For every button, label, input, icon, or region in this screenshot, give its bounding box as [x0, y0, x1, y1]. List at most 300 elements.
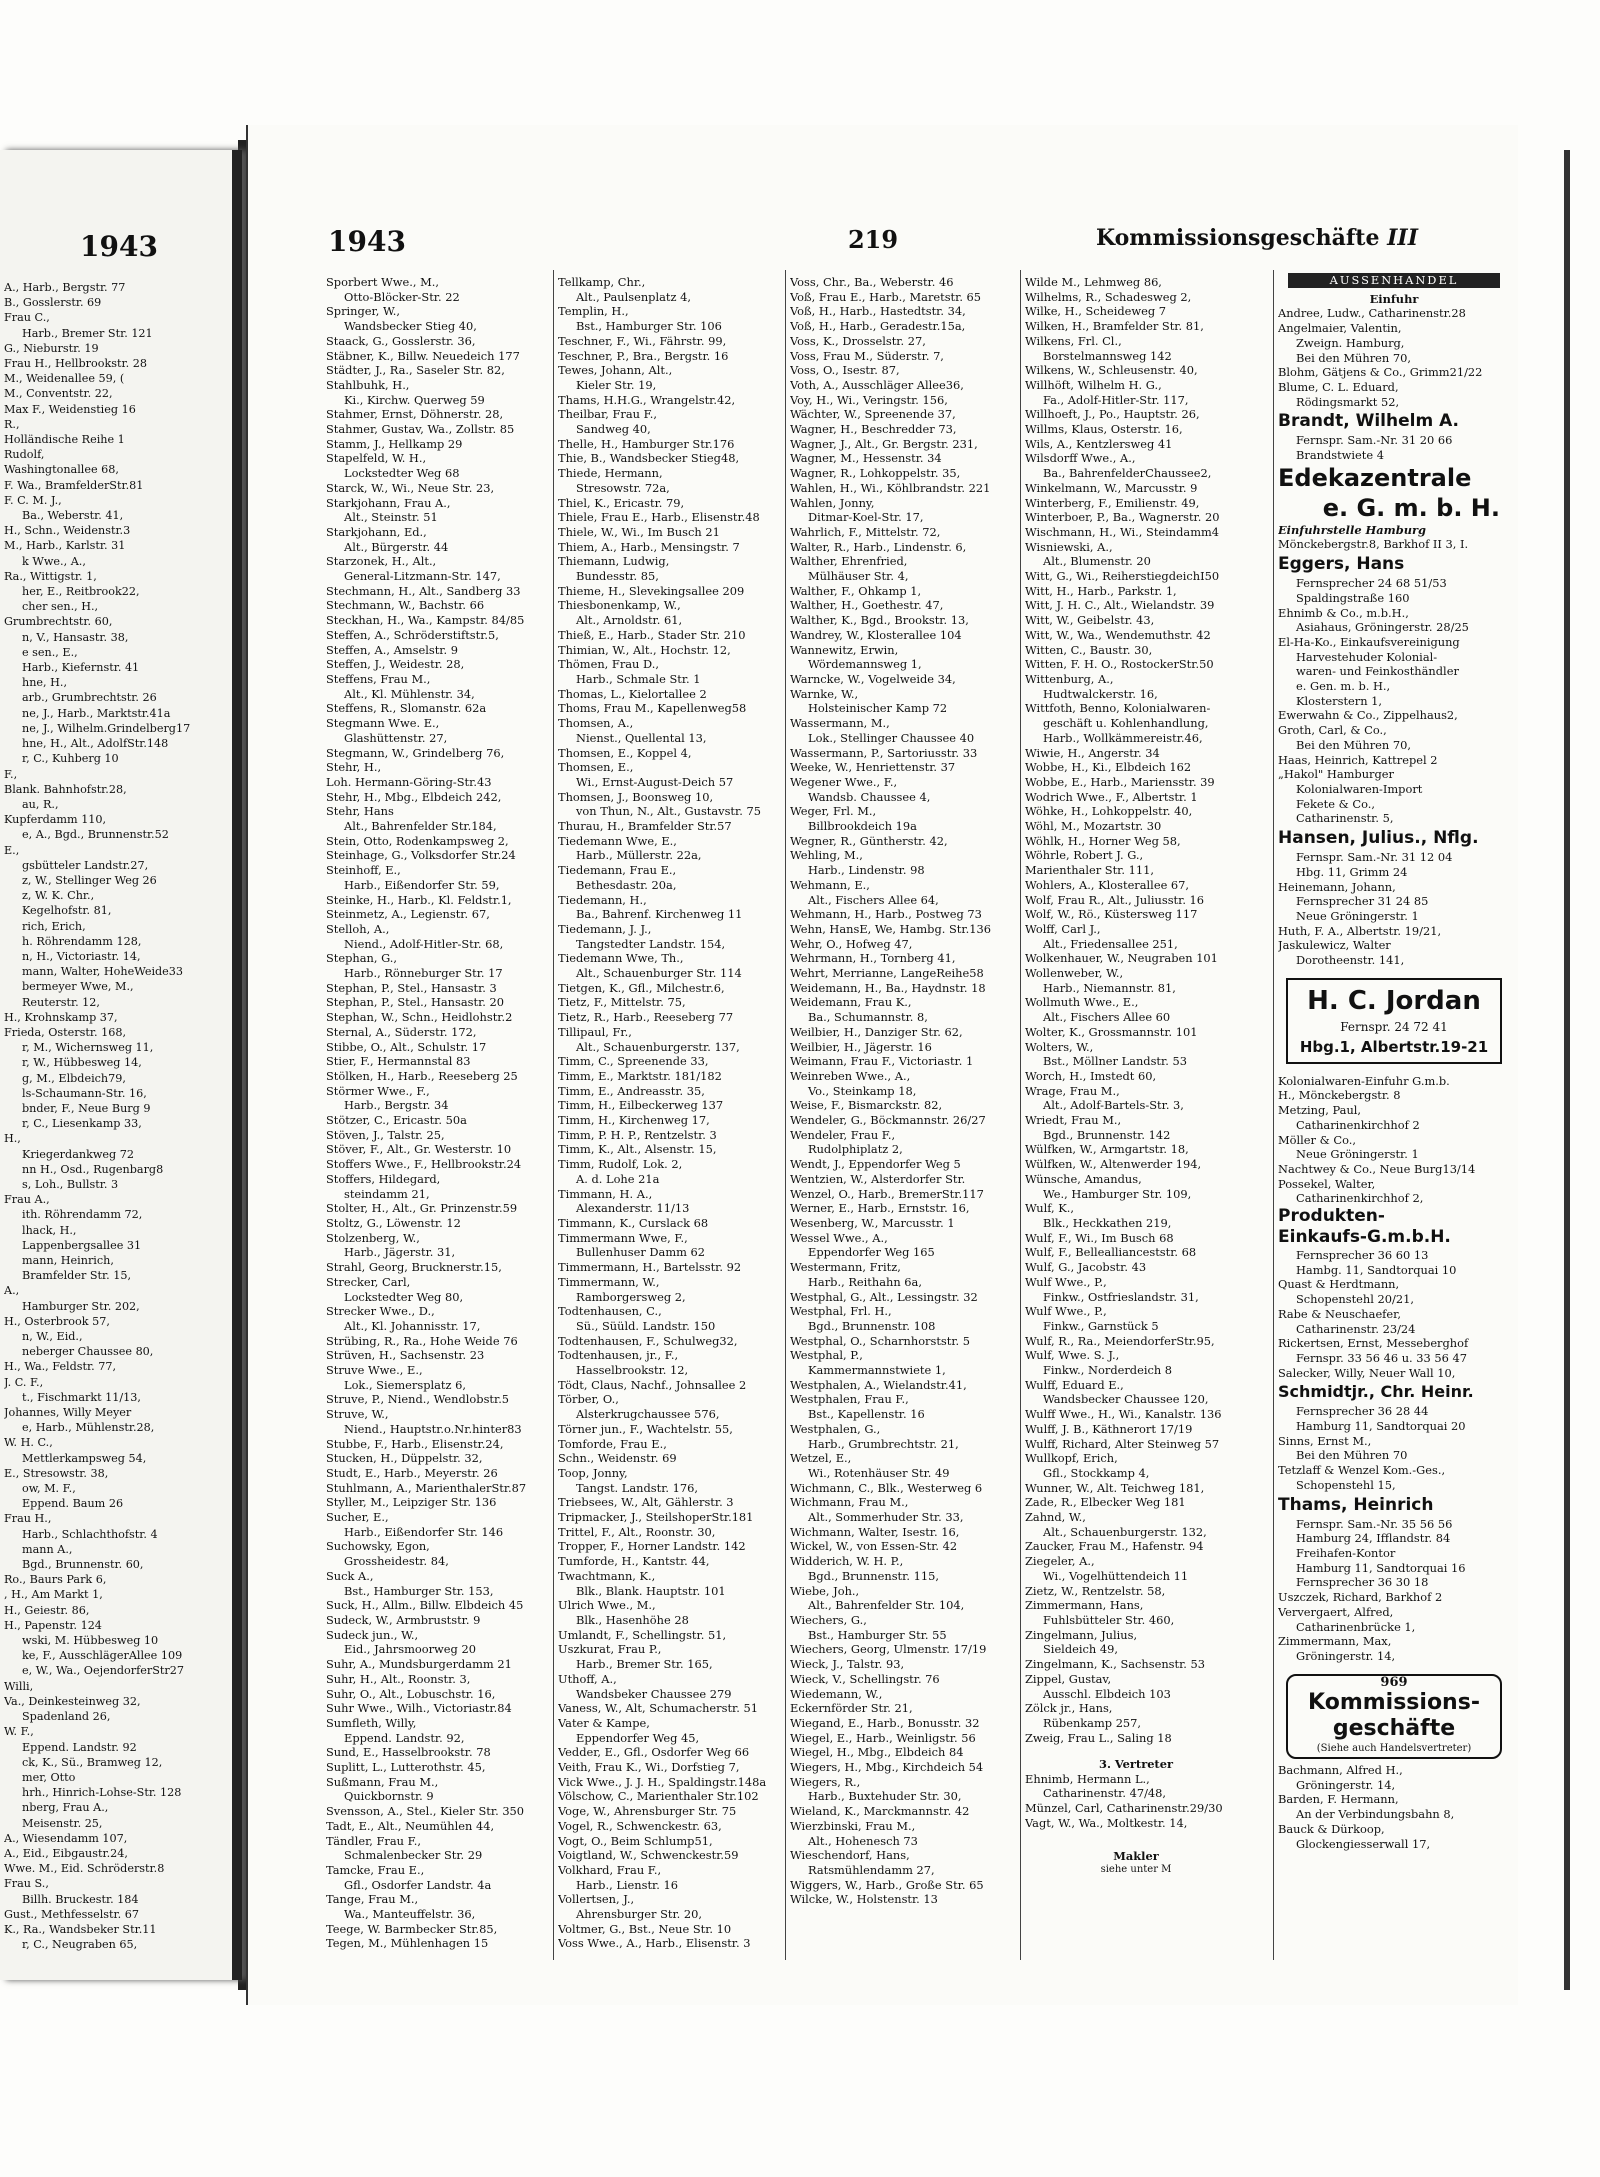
directory-entry: Timmermann Wwe, F.,	[558, 1230, 688, 1245]
thams-detail: Hamburg 24, Ifflandstr. 84	[1296, 1531, 1451, 1546]
directory-entry: Uthoff, A.,	[558, 1671, 617, 1686]
directory-entry: Umlandt, F., Schellingstr. 51,	[558, 1627, 727, 1642]
left-page-entry: neberger Chaussee 80,	[22, 1345, 154, 1359]
directory-entry: Wriedt, Frau M.,	[1025, 1113, 1122, 1128]
kommission-entry: Glockengiesserwall 17,	[1296, 1836, 1431, 1851]
directory-entry: Wulf, Wwe. S. J.,	[1025, 1348, 1120, 1363]
directory-entry: Wehmann, H., Harb., Postweg 73	[790, 907, 982, 922]
directory-entry: Stephan, W., Schn., Heidlohstr.2	[326, 1010, 513, 1025]
directory-entry: Alt., Steinstr. 51	[344, 510, 438, 525]
directory-entry: Wa., Manteuffelstr. 36,	[344, 1907, 476, 1922]
directory-entry: Ziegeler, A.,	[1025, 1554, 1095, 1569]
directory-entry: Stehr, H., Mbg., Elbdeich 242,	[326, 789, 502, 804]
directory-entry: Sudeck jun., W.,	[326, 1627, 419, 1642]
left-page-entry: E., Stresowstr. 38,	[4, 1466, 109, 1480]
section-number: 969	[1380, 1675, 1408, 1690]
directory-entry: Alt., Hohenesch 73	[808, 1833, 918, 1848]
directory-entry: Marienthaler Str. 111,	[1025, 863, 1154, 878]
directory-entry: Wiwie, H., Angerstr. 34	[1025, 745, 1160, 760]
left-page-entry: mann, Heinrich,	[22, 1254, 114, 1267]
directory-entry: Grossheidestr. 84,	[344, 1554, 449, 1569]
left-page-entry: H., Krohnskamp 37,	[4, 1010, 118, 1024]
directory-entry: Sü., Süüld. Landstr. 150	[576, 1318, 716, 1333]
left-page-entry: Max F., Weidenstieg 16	[4, 402, 136, 416]
directory-entry: Strüven, H., Sachsenstr. 23	[326, 1348, 485, 1363]
column-rule	[553, 270, 554, 1960]
directory-entry: Alt., Schauenburgerstr. 137,	[576, 1039, 740, 1054]
directory-entry: Weise, F., Bismarckstr. 82,	[790, 1098, 943, 1113]
einfuhr-entry: Kolonialwaren-Import	[1296, 781, 1423, 796]
directory-entry: Wulff, J. B., Käthnerort 17/19	[1025, 1421, 1193, 1436]
directory-entry: von Thun, N., Alt., Gustavstr. 75	[576, 804, 761, 819]
left-page-entry: hne, H.,	[22, 676, 68, 690]
directory-entry: Weimann, Frau F., Victoriastr. 1	[790, 1054, 974, 1069]
jordan-ad-box	[1286, 978, 1502, 1064]
left-page-entry: e, W., Wa., OejendorferStr27	[22, 1664, 184, 1678]
directory-entry: Billbrookdeich 19a	[808, 819, 917, 834]
schmidt-detail: Schopenstehl 15,	[1296, 1477, 1396, 1492]
left-page-entry: Gust., Methfesselstr. 67	[4, 1907, 139, 1921]
directory-entry: Struve, P., Niend., Wendlobstr.5	[326, 1392, 510, 1407]
directory-entry: Wittfoth, Benno, Kolonialwaren-	[1025, 701, 1211, 716]
directory-entry: Wobbe, H., Ki., Elbdeich 162	[1025, 760, 1192, 775]
directory-entry: Loh. Hermann-Göring-Str.43	[326, 774, 492, 789]
directory-entry: Wichmann, Frau M.,	[790, 1495, 909, 1510]
left-page-entry: J. C. F.,	[4, 1375, 44, 1389]
column-rule	[1020, 270, 1021, 1960]
directory-entry: Steinmetz, A., Legienstr. 67,	[326, 907, 490, 922]
left-page-entry: Wwe. M., Eid. Schröderstr.8	[4, 1862, 165, 1876]
directory-entry: Steinhoff, E.,	[326, 863, 401, 878]
einfuhr-entry: Asiahaus, Gröningerstr. 28/25	[1296, 620, 1469, 635]
einfuhr-entry: Klosterstern 1,	[1296, 693, 1383, 708]
directory-entry: Bgd., Brunnenstr. 108	[808, 1318, 936, 1333]
left-page-entry: nn H., Osd., Rugenbarg8	[22, 1162, 164, 1176]
brandt-name: Brandt, Wilhelm A.	[1278, 411, 1460, 432]
left-page-entry: Frau H.,	[4, 1512, 52, 1526]
left-page-entry: Frau H., Hellbrookstr. 28	[4, 357, 147, 371]
left-page-entry: n, W., Eid.,	[22, 1330, 83, 1344]
directory-entry: Steinke, H., Harb., Kl. Feldstr.1,	[326, 892, 512, 907]
directory-entry: Tomforde, Frau E.,	[558, 1436, 667, 1451]
directory-entry: Wendeler, G., Böckmannstr. 26/27	[790, 1113, 986, 1128]
directory-column-4	[1025, 275, 1247, 1745]
einfuhr-entry: Angelmaier, Valentin,	[1278, 321, 1402, 336]
directory-entry: Uszkurat, Frau P.,	[558, 1642, 662, 1657]
directory-entry: Wilken, H., Bramfelder Str. 81,	[1025, 319, 1204, 334]
thams-detail: Zimmermann, Max,	[1278, 1634, 1392, 1649]
directory-entry: geschäft u. Kohlenhandlung,	[1043, 716, 1209, 731]
schmidt-detail: Tetzlaff & Wenzel Kom.-Ges.,	[1278, 1463, 1446, 1478]
directory-entry: Wiebe, Joh.,	[790, 1583, 860, 1598]
einfuhr-entry: Possekel, Walter,	[1278, 1176, 1376, 1191]
directory-entry: Vaness, W., Alt, Schumacherstr. 51	[558, 1701, 758, 1716]
left-page-entry: M., Harb., Karlstr. 31	[4, 539, 126, 553]
left-page-entry: r, W., Hübbesweg 14,	[22, 1056, 142, 1070]
directory-entry: Steckhan, H., Wa., Kampstr. 84/85	[326, 613, 525, 628]
left-page-entry: Eppend. Landstr. 92	[22, 1740, 137, 1754]
directory-entry: Stölken, H., Harb., Reeseberg 25	[326, 1068, 518, 1083]
directory-entry: Alt., Arnoldstr. 61,	[576, 613, 683, 628]
left-page-entry: Frau A.,	[4, 1193, 50, 1207]
directory-entry: Westphalen, Frau F.,	[790, 1392, 909, 1407]
hansen-detail: Neue Gröningerstr. 1	[1296, 908, 1419, 923]
left-page-entry: bermeyer Wwe, M.,	[22, 980, 134, 994]
directory-entry: Walter, R., Harb., Lindenstr. 6,	[790, 539, 967, 554]
directory-entry: Winkelmann, W., Marcusstr. 9	[1025, 480, 1198, 495]
thams-detail: Uszczek, Richard, Barkhof 2	[1278, 1590, 1443, 1605]
directory-entry: Tange, Frau M.,	[326, 1892, 419, 1907]
directory-entry: Wrage, Frau M.,	[1025, 1083, 1120, 1098]
directory-entry: Thams, H.H.G., Wrangelstr.42,	[558, 392, 736, 407]
produkten-name-1: Produkten-	[1278, 1206, 1385, 1227]
directory-entry: Theilbar, Frau F.,	[558, 407, 657, 422]
schmidt-detail: Sinns, Ernst M.,	[1278, 1433, 1372, 1448]
directory-entry: Voss Wwe., A., Harb., Elisenstr. 3	[558, 1936, 751, 1951]
directory-entry: Thomsen, A.,	[558, 716, 634, 731]
directory-entry: Vogel, R., Schwenckestr. 63,	[558, 1818, 722, 1833]
directory-entry: Ba., Bahrenf. Kirchenweg 11	[576, 907, 743, 922]
directory-entry: Stibbe, O., Alt., Schulstr. 17	[326, 1039, 487, 1054]
directory-entry: Trittel, F., Alt., Roonstr. 30,	[558, 1524, 716, 1539]
directory-entry: Timm, E., Andreasstr. 35,	[558, 1083, 705, 1098]
directory-entry: Alt., Sommerhuder Str. 33,	[808, 1510, 964, 1525]
directory-entry: Springer, W.,	[326, 304, 400, 319]
directory-entry: Stahlbuhk, H.,	[326, 377, 410, 392]
directory-entry: Stapelfeld, W. H.,	[326, 451, 427, 466]
directory-entry: Alt., Schauenburger Str. 114	[576, 966, 742, 981]
directory-entry: Thiemann, Ludwig,	[558, 554, 670, 569]
directory-entry: Wieck, J., Talstr. 93,	[790, 1657, 905, 1672]
left-page-entry: Lappenbergsallee 31	[22, 1238, 142, 1252]
directory-entry: Schmalenbecker Str. 29	[344, 1848, 483, 1863]
directory-entry: Staack, G., Gosslerstr. 36,	[326, 333, 476, 348]
page-edge	[1564, 150, 1570, 1990]
directory-entry: Tiedemann, J. J.,	[558, 921, 652, 936]
directory-entry: Rudolphiplatz 2,	[808, 1142, 903, 1157]
directory-entry: Timmann, K., Curslack 68	[558, 1216, 709, 1230]
directory-entry: Weger, Frl. M.,	[790, 804, 877, 819]
directory-entry: Harb., Eißendorfer Str. 59,	[344, 877, 500, 892]
directory-entry: Harb., Bremer Str. 165,	[576, 1657, 713, 1672]
directory-entry: Wichmann, Walter, Isestr. 16,	[790, 1524, 960, 1539]
makler-see-also: siehe unter M	[1100, 1864, 1172, 1876]
directory-entry: Winterboer, P., Ba., Wagnerstr. 20	[1025, 510, 1220, 525]
directory-entry: Lockstedter Weg 80,	[344, 1289, 464, 1304]
directory-entry: Wöhlk, H., Horner Weg 58,	[1025, 833, 1181, 848]
directory-entry: Harb., Bergstr. 34	[344, 1098, 449, 1113]
page-year: 1943	[328, 225, 406, 258]
directory-entry: Wenzel, O., Harb., BremerStr.117	[790, 1186, 984, 1201]
directory-column-2	[558, 275, 780, 1951]
directory-entry: Westphal, P.,	[790, 1348, 863, 1363]
directory-entry: Werner, E., Harb., Ernststr. 16,	[790, 1201, 970, 1216]
directory-entry: Volkhard, Frau F.,	[558, 1862, 662, 1877]
directory-entry: Toop, Jonny,	[558, 1465, 628, 1480]
directory-entry: Steffen, A., Amselstr. 9	[326, 642, 458, 657]
left-page-entry: H., Osterbrook 57,	[4, 1314, 110, 1328]
left-page-entry: nberg, Frau A.,	[22, 1801, 109, 1815]
directory-entry: Zietz, W., Rentzelstr. 58,	[1025, 1583, 1166, 1598]
kommission-entry: Barden, F. Hermann,	[1278, 1792, 1399, 1807]
directory-entry: Rübenkamp 257,	[1043, 1715, 1142, 1730]
directory-entry: Alt., Kl. Mühlenstr. 34,	[344, 686, 475, 701]
directory-entry: Harb., Buxtehuder Str. 30,	[808, 1789, 962, 1804]
directory-entry: Wilsdorff Wwe., A.,	[1025, 451, 1136, 466]
directory-entry: Westermann, Fritz,	[790, 1260, 901, 1275]
directory-entry: Wiedemann, W.,	[790, 1686, 883, 1701]
left-page-entry: Harb., Kiefernstr. 41	[22, 661, 140, 675]
directory-entry: Wilde M., Lehmweg 86,	[1025, 275, 1162, 289]
hansen-detail: Hbg. 11, Grimm 24	[1296, 864, 1408, 879]
directory-entry: Niend., Adolf-Hitler-Str. 68,	[344, 936, 504, 951]
directory-entry: Wittenburg, A.,	[1025, 671, 1114, 686]
directory-entry: Studt, E., Harb., Meyerstr. 26	[326, 1465, 498, 1480]
einfuhr-entry: e. Gen. m. b. H.,	[1296, 679, 1391, 694]
directory-entry: Westphalen, G.,	[790, 1421, 881, 1436]
left-page-entry: R.,	[4, 417, 20, 431]
directory-entry: Stuhlmann, A., MarienthalerStr.87	[326, 1480, 527, 1495]
hansen-detail: Jaskulewicz, Walter	[1278, 938, 1391, 953]
directory-entry: Hudtwalckerstr. 16,	[1043, 686, 1158, 701]
directory-entry: Thieß, E., Harb., Stader Str. 210	[558, 627, 746, 642]
directory-entry: Bst., Hamburger Str. 153,	[344, 1583, 494, 1598]
directory-entry: Wilkens, Frl. Cl.,	[1025, 333, 1122, 348]
directory-entry: Wulf, F., Wi., Im Busch 68	[1025, 1230, 1174, 1245]
directory-entry: Starkjohann, Ed.,	[326, 524, 427, 539]
directory-entry: Wolter, K., Grossmannstr. 101	[1025, 1024, 1198, 1039]
directory-entry: Gfl., Osdorfer Landstr. 4a	[344, 1877, 492, 1892]
directory-entry: Widderich, W. H. P.,	[790, 1554, 904, 1569]
directory-entry: Städter, J., Ra., Saseler Str. 82,	[326, 363, 505, 378]
directory-entry: Voy, H., Wi., Veringstr. 156,	[790, 392, 948, 407]
left-page-entry: s, Loh., Bullstr. 3	[22, 1177, 119, 1191]
left-page-entry: Washingtonallee 68,	[4, 463, 119, 477]
schmidt-detail: Fernsprecher 36 28 44	[1296, 1404, 1429, 1419]
directory-entry: Vick Wwe., J. J. H., Spaldingstr.148a	[558, 1774, 767, 1789]
directory-entry: Stahmer, Ernst, Döhnerstr. 28,	[326, 407, 504, 422]
directory-column-3	[790, 275, 1012, 1907]
left-page-entry: M., Weidenallee 59, (	[4, 372, 125, 386]
einfuhr-entry: Harvestehuder Kolonial-	[1296, 649, 1438, 664]
produkten-detail: Fernsprecher 36 60 13	[1296, 1248, 1429, 1263]
left-page-entry: Willi,	[4, 1679, 34, 1693]
directory-entry: Alt., Blumenstr. 20	[1043, 554, 1151, 569]
left-page-entry: n, V., Hansastr. 38,	[22, 630, 129, 644]
directory-entry: Otto-Blöcker-Str. 22	[344, 289, 460, 304]
directory-entry: Ausschl. Elbdeich 103	[1043, 1686, 1171, 1701]
directory-entry: Steffens, Frau M.,	[326, 671, 431, 686]
directory-entry: Wilke, H., Scheideweg 7	[1025, 304, 1167, 319]
directory-entry: Alt., Bahrenfelder Str. 104,	[808, 1598, 965, 1613]
directory-entry: Tropper, F., Horner Landstr. 142	[558, 1539, 746, 1554]
directory-entry: Tamcke, Frau E.,	[326, 1862, 425, 1877]
directory-entry: Witt, W., Wa., Wendemuthstr. 42	[1025, 627, 1211, 642]
left-page-entry: H., Papenstr. 124	[4, 1618, 102, 1632]
directory-entry: Wehn, HansE, We, Hambg. Str.136	[790, 921, 991, 936]
jordan-phone: Fernspr. 24 72 41	[1340, 1019, 1448, 1034]
directory-entry: Tewes, Johann, Alt.,	[558, 363, 673, 378]
directory-entry: Harb., Lienstr. 16	[576, 1877, 678, 1892]
directory-entry: Wiegand, E., Harb., Bonusstr. 32	[790, 1715, 980, 1730]
directory-entry: Wieland, K., Marckmannstr. 42	[790, 1804, 970, 1819]
directory-entry: Voß, H., Harb., Hastedtstr. 34,	[790, 304, 966, 319]
directory-entry: Bundesstr. 85,	[576, 569, 659, 584]
directory-entry: Quickbornstr. 9	[344, 1789, 434, 1804]
left-page-entry: z, W., Stellinger Weg 26	[22, 873, 157, 887]
directory-entry: Bethesdastr. 20a,	[576, 877, 677, 892]
directory-entry: Wandsbecker Stieg 40,	[344, 319, 477, 334]
left-page-entry: Ba., Weberstr. 41,	[22, 509, 124, 523]
directory-entry: Thiele, W., Wi., Im Busch 21	[558, 524, 720, 539]
hansen-detail: Heinemann, Johann,	[1278, 879, 1396, 894]
directory-entry: Lok., Siemersplatz 6,	[344, 1377, 466, 1392]
directory-entry: Thiesbonenkamp, W.,	[558, 598, 681, 613]
left-page-entry: Frau S.,	[4, 1877, 49, 1891]
directory-entry: Weidemann, H., Ba., Haydnstr. 18	[790, 980, 986, 995]
einfuhr-entry: El-Ha-Ko., Einkaufsvereinigung	[1278, 634, 1460, 649]
directory-entry: Tadt, E., Alt., Neumühlen 44,	[326, 1818, 495, 1833]
directory-entry: Westphal, O., Scharnhorststr. 5	[790, 1333, 971, 1348]
directory-entry: Steffen, J., Weidestr. 28,	[326, 657, 465, 672]
directory-entry: Wulf, F., Belleallianceststr. 68	[1025, 1245, 1197, 1260]
directory-entry: Finkw., Norderdeich 8	[1043, 1363, 1173, 1378]
directory-entry: Weilbier, H., Jägerstr. 16	[790, 1039, 932, 1054]
thams-name: Thams, Heinrich	[1278, 1494, 1434, 1515]
left-page-entry: t., Fischmarkt 11/13,	[22, 1390, 141, 1404]
directory-entry: Alt., Kl. Johannisstr. 17,	[344, 1318, 481, 1333]
directory-entry: Wandsbeker Chaussee 279	[576, 1686, 732, 1701]
directory-entry: Ulrich Wwe., M.,	[558, 1598, 656, 1613]
left-page-entry: W. H. C.,	[4, 1436, 53, 1450]
einfuhr-entry: „Hakol" Hamburger	[1278, 767, 1394, 782]
directory-entry: Walther, H., Goethestr. 47,	[790, 598, 944, 613]
left-page-entry: H., Geiestr. 86,	[4, 1603, 90, 1617]
column-rule	[785, 270, 786, 1960]
left-page-entry: B., Gosslerstr. 69	[4, 296, 102, 310]
directory-entry: Stehr, Hans	[326, 804, 394, 819]
thams-detail: Fernsprecher 36 30 18	[1296, 1575, 1429, 1590]
directory-entry: steindamm 21,	[344, 1186, 430, 1201]
einfuhr-entry: Blohm, Gätjens & Co., Grimm21/22	[1278, 365, 1483, 380]
directory-entry: Wahlen, H., Wi., Köhlbrandstr. 221	[790, 480, 991, 495]
directory-entry: Holsteinischer Kamp 72	[808, 701, 948, 716]
directory-entry: Harb., Müllerstr. 22a,	[576, 848, 702, 863]
directory-entry: Störmer Wwe., F.,	[326, 1083, 430, 1098]
left-page-entries	[4, 280, 224, 1952]
left-page-entry: r, C., Neugraben 65,	[22, 1938, 138, 1952]
left-page-entry: ith. Röhrendamm 72,	[22, 1208, 143, 1222]
directory-entry: Thomas, L., Kielortallee 2	[558, 686, 707, 701]
directory-entry: Harb., Niemannstr. 81,	[1043, 980, 1176, 995]
directory-entry: Veith, Frau K., Wi., Dorfstieg 7,	[558, 1760, 740, 1775]
directory-entry: Wächter, W., Spreenende 37,	[790, 407, 956, 422]
directory-entry: Witten, C., Baustr. 30,	[1025, 642, 1153, 657]
directory-entry: Vater & Kampe,	[558, 1715, 650, 1730]
directory-entry: Wierzbinski, Frau M.,	[790, 1818, 916, 1833]
left-page-entry: ls-Schaumann-Str. 16,	[22, 1086, 147, 1100]
left-page-entry: Harb., Bremer Str. 121	[22, 326, 153, 340]
directory-entry: Finkw., Ostfrieslandstr. 31,	[1043, 1289, 1199, 1304]
edeka-sub: Einfuhrstelle Hamburg	[1278, 522, 1426, 537]
directory-entry: Zippel, Gustav,	[1025, 1671, 1112, 1686]
directory-entry: Willhoeft, J., Po., Hauptstr. 26,	[1025, 407, 1200, 422]
directory-entry: Wiegers, H., Mbg., Kirchdeich 54	[790, 1760, 984, 1775]
directory-entry: Zölck jr., Hans,	[1025, 1701, 1113, 1716]
directory-entry: Timm, C., Spreenende 33,	[558, 1054, 709, 1069]
directory-entry: Suhr, H., Alt., Roonstr. 3,	[326, 1671, 471, 1686]
page-header	[328, 225, 1418, 261]
left-page-entry: Ro., Baurs Park 6,	[4, 1573, 107, 1587]
vertreter-entry: Ehnimb, Hermann L.,	[1025, 1771, 1150, 1786]
brandt-detail: Fernspr. Sam.-Nr. 31 20 66	[1296, 433, 1453, 448]
section-title-2: geschäfte	[1332, 1716, 1456, 1742]
directory-entry: Voltmer, G., Bst., Neue Str. 10	[558, 1921, 732, 1936]
directory-entry: Tangst. Landstr. 176,	[576, 1480, 698, 1495]
directory-entry: Ki., Kirchw. Querweg 59	[344, 392, 485, 407]
einfuhr-entry: Catharinenstr. 5,	[1296, 811, 1394, 826]
left-page-entry: g, M., Elbdeich79,	[22, 1071, 126, 1085]
directory-entry: Wiechers, G.,	[790, 1612, 867, 1627]
directory-entry: Harb., Reithahn 6a,	[808, 1274, 922, 1289]
left-page-entry: F. Wa., BramfelderStr.81	[4, 478, 144, 492]
advertisement-column	[1278, 273, 1510, 1851]
einfuhr-entry: Ewerwahn & Co., Zippelhaus2,	[1278, 708, 1458, 723]
left-page-entry: Va., Deinkesteinweg 32,	[4, 1694, 141, 1708]
directory-entry: Stötzer, C., Ericastr. 50a	[326, 1113, 467, 1128]
vertreter-entry: Catharinenstr. 47/48,	[1043, 1786, 1167, 1801]
directory-entry: Alt., Friedensallee 251,	[1043, 936, 1178, 951]
thams-detail: Catharinenbrücke 1,	[1296, 1619, 1416, 1634]
left-page-entry: H.,	[4, 1132, 21, 1146]
einfuhr-entry: Andree, Ludw., Catharinenstr.28	[1278, 306, 1466, 321]
produkten-detail: Salecker, Willy, Neuer Wall 10,	[1278, 1365, 1456, 1380]
directory-entry: Ditmar-Koel-Str. 17,	[808, 510, 924, 525]
directory-entry: Tegen, M., Mühlenhagen 15	[326, 1936, 489, 1951]
produkten-detail: Fernspr. 33 56 46 u. 33 56 47	[1296, 1350, 1468, 1365]
directory-entry: Wöhrle, Robert J. G.,	[1025, 848, 1144, 863]
directory-entry: Alt., Bahrenfelder Str.184,	[344, 819, 497, 834]
directory-entry: Thiel, K., Ericastr. 79,	[558, 495, 685, 510]
directory-entry: Struve, W.,	[326, 1407, 389, 1422]
eggers-detail: Spaldingstraße 160	[1296, 590, 1410, 605]
directory-entry: Stresowstr. 72a,	[576, 480, 670, 495]
directory-entry: Harb., Wollkämmereistr.46,	[1043, 730, 1203, 745]
directory-entry: Blk., Heckkathen 219,	[1043, 1216, 1172, 1230]
directory-entry: Teschner, P., Bra., Bergstr. 16	[558, 348, 729, 363]
einfuhr-entry: Bei den Mühren 70,	[1296, 737, 1411, 752]
directory-entry: Wi., Rotenhäuser Str. 49	[808, 1465, 950, 1480]
directory-entry: Tändler, Frau F.,	[326, 1833, 421, 1848]
directory-entry: Ramborgersweg 2,	[576, 1289, 686, 1304]
directory-entry: Wentzien, W., Alsterdorfer Str.	[790, 1171, 966, 1186]
directory-entry: Wilhelms, R., Schadesweg 2,	[1025, 289, 1192, 304]
directory-entry: Wesenberg, W., Marcusstr. 1	[790, 1216, 955, 1230]
directory-entry: Willms, Klaus, Osterstr. 16,	[1025, 422, 1183, 437]
directory-entry: Bst., Kapellenstr. 16	[808, 1407, 925, 1422]
einfuhr-entry: Kolonialwaren-Einfuhr G.m.b.	[1278, 1073, 1450, 1088]
directory-entry: Sporbert Wwe., M.,	[326, 275, 440, 289]
directory-entry: Stephan, P., Stel., Hansastr. 3	[326, 980, 497, 995]
directory-entry: Stelloh, A.,	[326, 921, 390, 936]
hansen-name: Hansen, Julius., Nflg.	[1278, 828, 1479, 849]
directory-entry: Wünsche, Amandus,	[1025, 1171, 1142, 1186]
left-page-entry: Johannes, Willy Meyer	[4, 1406, 132, 1420]
left-page-fragment	[0, 150, 242, 1980]
directory-entry: Wendt, J., Eppendorfer Weg 5	[790, 1157, 961, 1172]
directory-entry: Templin, H.,	[558, 304, 629, 319]
left-page-entry: Kegelhofstr. 81,	[22, 904, 112, 918]
